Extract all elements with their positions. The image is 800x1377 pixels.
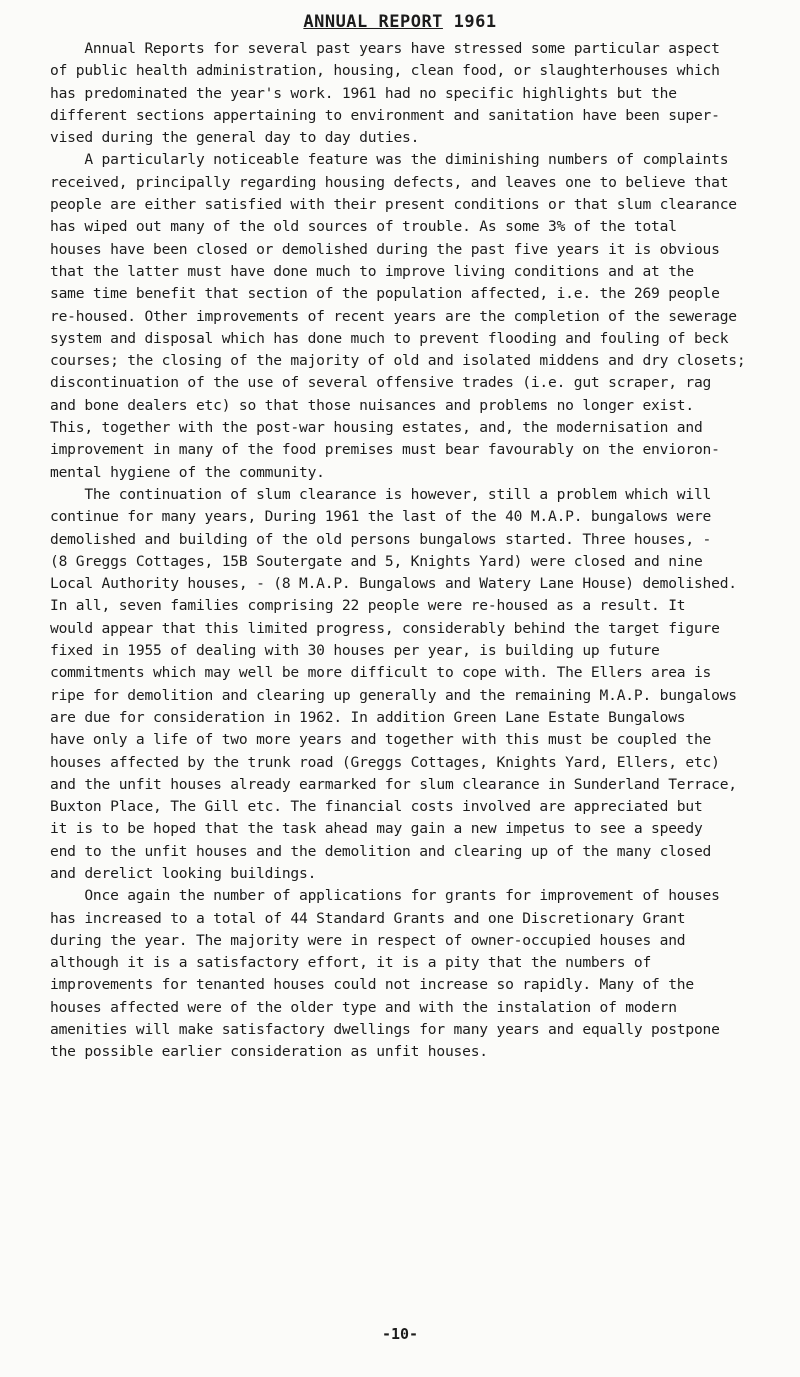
text-line: ripe for demolition and clearing up generally and the remaining M.A.P. bungalows — [50, 686, 737, 704]
text-line: commitments which may well be more difficult to cope with. The Ellers area is — [50, 664, 712, 682]
text-line: it is to be hoped that the task ahead may gain a new impetus to see a speedy — [50, 820, 703, 838]
text-line: demolished and building of the old persons bungalows started. Three houses, - — [50, 530, 712, 548]
text-line: same time benefit that section of the population affected, i.e. the 269 people — [50, 285, 720, 303]
text-line: (8 Greggs Cottages, 15B Soutergate and 5, Knights Yard) were closed and nine — [50, 552, 703, 570]
text-line: during the year. The majority were in respect of owner-occupied houses and — [50, 931, 686, 949]
text-line: Local Authority houses, - (8 M.A.P. Bungalows and Watery Lane House) demolished. — [50, 575, 737, 593]
text-line: and bone dealers etc) so that those nuisances and problems no longer exist. — [50, 396, 694, 414]
text-line: amenities will make satisfactory dwellings for many years and equally postpone — [50, 1021, 720, 1039]
text-line: re-housed. Other improvements of recent years are the completion of the sewerage — [50, 307, 737, 325]
text-line: and the unfit houses already earmarked for slum clearance in Sunderland Terrace, — [50, 775, 737, 793]
text-line: of public health administration, housing, clean food, or slaughterhouses which — [50, 62, 720, 80]
text-line: received, principally regarding housing defects, and leaves one to believe that — [50, 173, 729, 191]
text-line: The continuation of slum clearance is however, still a problem which will — [50, 485, 712, 503]
text-line: different sections appertaining to environment and sanitation have been super- — [50, 106, 720, 124]
text-line: mental hygiene of the community. — [50, 463, 325, 481]
heading-title: ANNUAL REPORT — [303, 12, 443, 32]
text-line: people are either satisfied with their present conditions or that slum clearance — [50, 196, 737, 214]
text-line: system and disposal which has done much to prevent flooding and fouling of beck — [50, 329, 729, 347]
text-line: This, together with the post-war housing estates, and, the modernisation and — [50, 419, 703, 437]
text-line: houses affected were of the older type and with the instalation of modern — [50, 998, 677, 1016]
text-line: vised during the general day to day duties. — [50, 129, 420, 147]
page-heading — [0, 12, 800, 32]
text-line: has wiped out many of the old sources of trouble. As some 3% of the total — [50, 218, 677, 236]
text-line: discontinuation of the use of several offensive trades (i.e. gut scraper, rag — [50, 374, 712, 392]
text-line: improvements for tenanted houses could not increase so rapidly. Many of the — [50, 976, 694, 994]
report-body — [50, 38, 760, 1064]
text-line: A particularly noticeable feature was the diminishing numbers of complaints — [50, 151, 729, 169]
page-number: -10- — [381, 1325, 419, 1343]
text-line: would appear that this limited progress, considerably behind the target figure — [50, 619, 720, 637]
text-line: continue for many years, During 1961 the last of the 40 M.A.P. bungalows were — [50, 508, 712, 526]
text-line: Once again the number of applications for grants for improvement of houses — [50, 887, 720, 905]
text-line: improvement in many of the food premises must bear favourably on the envioron- — [50, 441, 720, 459]
text-line: courses; the closing of the majority of old and isolated middens and dry closets; — [50, 352, 746, 370]
text-line: are due for consideration in 1962. In addition Green Lane Estate Bungalows — [50, 708, 686, 726]
text-line: fixed in 1955 of dealing with 30 houses per year, is building up future — [50, 642, 660, 660]
heading-year: 1961 — [453, 12, 497, 32]
text-line: has predominated the year's work. 1961 had no specific highlights but the — [50, 84, 677, 102]
text-line: that the latter must have done much to improve living conditions and at the — [50, 262, 694, 280]
text-line: houses have been closed or demolished during the past five years it is obvious — [50, 240, 720, 258]
text-line: the possible earlier consideration as unfit houses. — [50, 1043, 488, 1061]
text-line: Buxton Place, The Gill etc. The financial costs involved are appreciated but — [50, 798, 703, 816]
text-line: end to the unfit houses and the demolition and clearing up of the many closed — [50, 842, 712, 860]
text-line: has increased to a total of 44 Standard Grants and one Discretionary Grant — [50, 909, 686, 927]
text-line: houses affected by the trunk road (Greggs Cottages, Knights Yard, Ellers, etc) — [50, 753, 720, 771]
text-line: and derelict looking buildings. — [50, 864, 317, 882]
text-line: Annual Reports for several past years have stressed some particular aspect — [50, 40, 720, 57]
text-line: have only a life of two more years and together with this must be coupled the — [50, 731, 712, 749]
text-line: In all, seven families comprising 22 people were re-housed as a result. It — [50, 597, 686, 615]
text-line: although it is a satisfactory effort, it is a pity that the numbers of — [50, 954, 652, 972]
